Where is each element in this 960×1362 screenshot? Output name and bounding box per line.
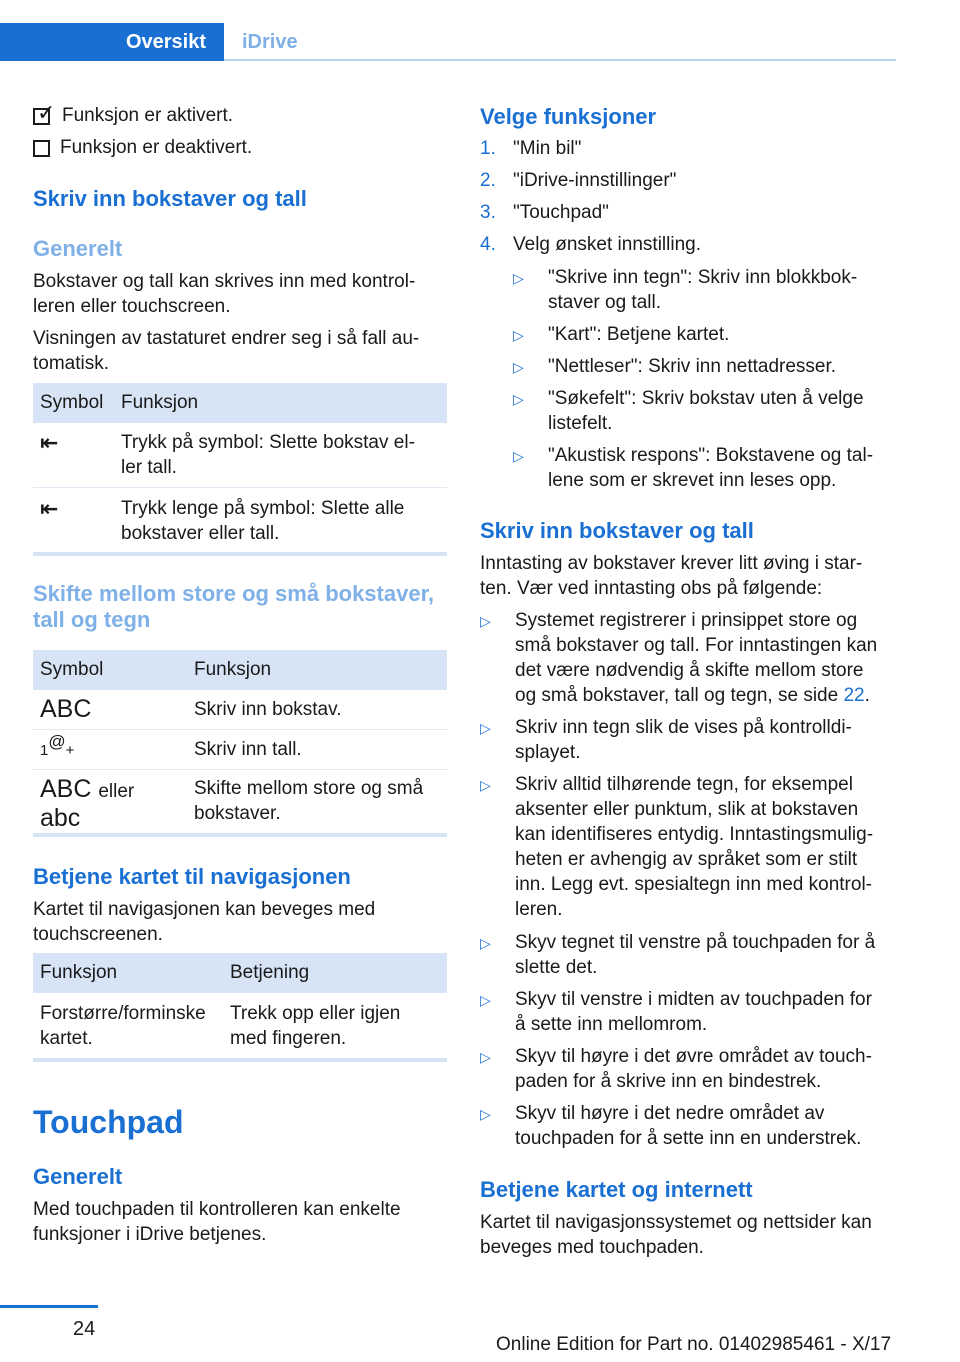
numbers-symbols-icon: 1@+ [40, 731, 75, 759]
col-symbol: Symbol [40, 659, 104, 680]
table-slette [33, 383, 447, 556]
col-betjening: Betjening [230, 962, 310, 983]
table-header [33, 650, 447, 690]
heading-skifte: Skifte mellom store og små bokstaver, tall og tegn [33, 581, 435, 632]
table-skifte [33, 650, 447, 837]
col-funksjon: Funksjon [121, 392, 199, 413]
heading-betjene-kartet: Betjene kartet til navigasjonen [33, 864, 351, 889]
table-header [33, 383, 447, 423]
check-inactive-label: Funksjon er deaktivert. [60, 137, 253, 158]
triangle-bullet-icon: ▷ [513, 270, 524, 286]
unchecked-checkbox-icon [33, 140, 50, 157]
col-symbol: Symbol [40, 392, 104, 413]
table-row: ABC Skriv inn bokstav. [33, 690, 447, 730]
triangle-bullet-icon: ▷ [513, 448, 524, 464]
bullet-item: ▷ Skyv til høyre i det øvre området av touch‐ paden for å skrive inn en bindestrek. [480, 1046, 872, 1092]
triangle-bullet-icon: ▷ [480, 1106, 491, 1122]
heading-generelt: Generelt [33, 236, 123, 261]
backspace-icon: ⇤ [40, 430, 56, 455]
triangle-bullet-icon: ▷ [513, 391, 524, 407]
table-row: ⇤ Trykk på symbol: Slette bokstav el‐ ler tall. [33, 423, 447, 488]
list-item: 3. "Touchpad" [480, 202, 609, 223]
sub-list-item: ▷ "Skrive inn tegn": Skriv inn blokkbok‐ staver og tall. [513, 267, 858, 313]
triangle-bullet-icon: ▷ [480, 935, 491, 951]
sub-list-item: ▷ "Nettleser": Skriv inn nettadresser. [513, 354, 836, 380]
heading-touchpad: Touchpad [33, 1104, 184, 1140]
backspace-icon: ⇤ [40, 496, 56, 521]
heading-velge-funksjoner: Velge funksjoner [480, 104, 657, 129]
tab-oversikt[interactable]: Oversikt [0, 23, 224, 61]
footer-edition: Online Edition for Part no. 01402985461 - X/17 [496, 1334, 892, 1355]
heading-generelt-touchpad: Generelt [33, 1164, 123, 1189]
sub-list-item: ▷ "Kart": Betjene kartet. [513, 322, 729, 348]
heading-skriv-inn: Skriv inn bokstaver og tall [33, 186, 307, 211]
paragraph-internett: Kartet til navigasjonssystemet og nettsider kan beveges med touchpaden. [480, 1212, 872, 1258]
triangle-bullet-icon: ▷ [480, 613, 491, 629]
table-bottom-bar [33, 1058, 447, 1062]
table-row: Forstørre/forminske kartet. Trekk opp eller igjen med fingeren. [40, 1003, 401, 1049]
tab-idrive[interactable]: iDrive [242, 30, 298, 53]
header-divider [224, 59, 896, 61]
col-funksjon: Funksjon [194, 659, 272, 680]
table-kart [33, 953, 447, 1062]
bullet-item: ▷ Systemet registrerer i prinsippet store og små bokstaver og tall. For inntastingen kan det være nødvendig å skifte mellom store og små bokstaver, tall og tegn, se side 22. [480, 610, 878, 706]
uppercase-abc-icon: ABC [40, 695, 92, 723]
table-row: ABC eller abc Skifte mellom store og små bokstaver. [33, 770, 447, 833]
bullet-item: ▷ Skriv inn tegn slik de vises på kontrolldi‐ splayet. [480, 717, 852, 763]
paragraph-kartet: Kartet til navigasjonen kan beveges med touchscreenen. [33, 899, 376, 945]
triangle-bullet-icon: ▷ [513, 359, 524, 375]
table-row: 1@+ Skriv inn tall. [33, 730, 447, 770]
bullet-item: ▷ Skyv til høyre i det nedre området av touchpaden for å sette inn en understrek. [480, 1103, 862, 1149]
bullet-item: ▷ Skyv tegnet til venstre på touchpaden for å slette det. [480, 932, 876, 978]
checked-checkbox-icon: ✓ [33, 108, 50, 125]
triangle-bullet-icon: ▷ [480, 992, 491, 1008]
paragraph-inntasting: Inntasting av bokstaver krever litt øving i star‐ ten. Vær ved inntasting obs på følgende: [480, 553, 863, 599]
sub-list-item: ▷ "Søkefelt": Skriv bokstav uten å velge listefelt. [513, 388, 864, 434]
table-row: ⇤ Trykk lenge på symbol: Slette alle bokstaver eller tall. [33, 488, 447, 552]
list-item: 1. "Min bil" [480, 138, 582, 159]
triangle-bullet-icon: ▷ [480, 1049, 491, 1065]
page-number: 24 [73, 1318, 96, 1340]
check-active-row [33, 99, 234, 127]
heading-skriv-inn-right: Skriv inn bokstaver og tall [480, 518, 754, 543]
paragraph-bokstaver: Bokstaver og tall kan skrives inn med kontrol‐ leren eller touchscreen. [33, 271, 416, 317]
bullet-item: ▷ Skriv alltid tilhørende tegn, for eksempel aksenter eller punktum, slik at bokstaven kan identifiseres entydig. Inntastingsmulig‐ heten er avhengig av språket som er stilt inn. Legg evt. spesialtegn inn med kontrol‐ leren. [480, 774, 874, 920]
paragraph-visningen: Visningen av tastaturet endrer seg i så fall au‐ tomatisk. [33, 328, 420, 374]
case-toggle-icon: ABC eller abc [40, 775, 135, 832]
paragraph-touchpad: Med touchpaden til kontrolleren kan enkelte funksjoner i iDrive betjenes. [33, 1199, 401, 1245]
table-header [33, 953, 447, 993]
check-inactive-row [33, 137, 252, 159]
check-active-label: Funksjon er aktivert. [62, 105, 234, 126]
list-item: 2. "iDrive-innstillinger" [480, 170, 677, 191]
bullet-item: ▷ Skyv til venstre i midten av touchpaden for å sette inn mellomrom. [480, 989, 872, 1035]
page-link-22[interactable]: 22 [843, 685, 865, 706]
col-funksjon: Funksjon [40, 962, 118, 983]
heading-betjene-internett: Betjene kartet og internett [480, 1177, 753, 1202]
table-bottom-bar [33, 833, 447, 837]
sub-list-item: ▷ "Akustisk respons": Bokstavene og tal‐ lene som er skrevet inn leses opp. [513, 445, 874, 491]
triangle-bullet-icon: ▷ [480, 777, 491, 793]
table-bottom-bar [33, 552, 447, 556]
triangle-bullet-icon: ▷ [513, 327, 524, 343]
list-item: 4. Velg ønsket innstilling. [480, 234, 701, 255]
footer-divider [0, 1305, 98, 1308]
page-header [0, 0, 960, 62]
triangle-bullet-icon: ▷ [480, 720, 491, 736]
